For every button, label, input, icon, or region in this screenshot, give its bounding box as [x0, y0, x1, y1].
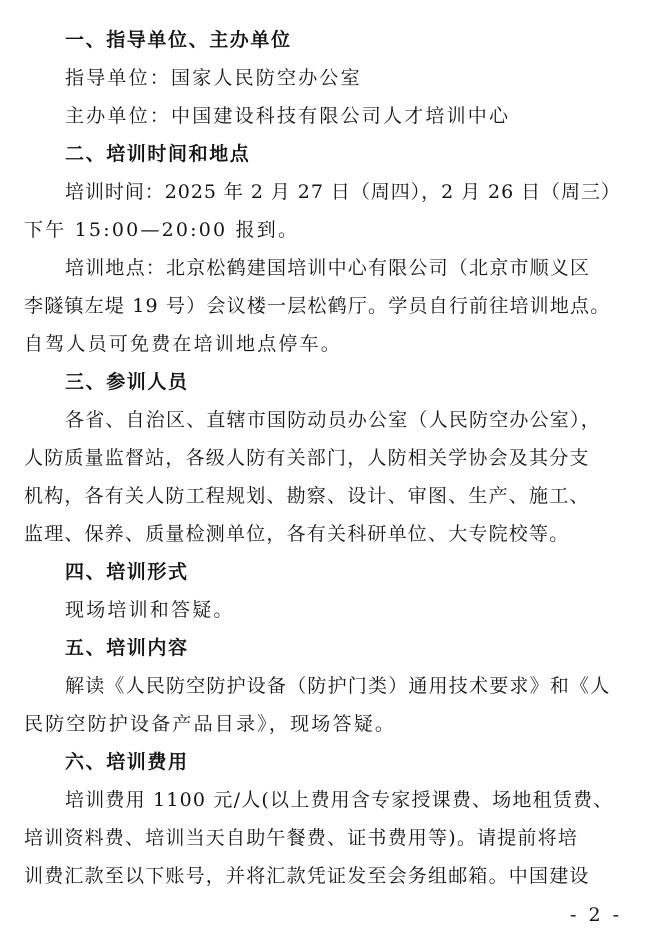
paragraph-line: 培训地点：北京松鹤建国培训中心有限公司（北京市顺义区 — [65, 257, 591, 279]
section-heading-2: 二、培训时间和地点 — [65, 143, 251, 165]
section-heading-1: 一、指导单位、主办单位 — [65, 29, 292, 51]
paragraph-line: 人防质量监督站，各级人防有关部门，人防相关学协会及其分支 — [24, 447, 590, 469]
paragraph-line: 培训时间：2025 年 2 月 27 日（周四），2 月 26 日（周三） — [65, 181, 621, 203]
paragraph-line: 培训资料费、培训当天自助午餐费、证书费用等)。请提前将培 — [24, 827, 579, 849]
section-heading-6: 六、培训费用 — [65, 751, 189, 773]
paragraph-line: 机构，各有关人防工程规划、勘察、设计、审图、生产、施工、 — [24, 485, 590, 507]
paragraph-line: 监理、保养、质量检测单位，各有关科研单位、大专院校等。 — [24, 523, 570, 545]
paragraph-line: 指导单位：国家人民防空办公室 — [65, 67, 362, 89]
paragraph-line: 李隧镇左堤 19 号）会议楼一层松鹤厅。学员自行前往培训地点。 — [24, 295, 611, 317]
paragraph-line: 现场培训和答疑。 — [65, 599, 235, 621]
section-heading-3: 三、参训人员 — [65, 371, 189, 393]
paragraph-line: 解读《人民防空防护设备（防护门类）通用技术要求》和《人 — [65, 675, 611, 697]
paragraph-line: 下午 15:00—20:00 报到。 — [24, 219, 300, 241]
page-number: - 2 - — [569, 904, 622, 926]
paragraph-line: 自驾人员可免费在培训地点停车。 — [24, 333, 343, 355]
section-heading-4: 四、培训形式 — [65, 561, 189, 583]
paragraph-line: 民防空防护设备产品目录》，现场答疑。 — [24, 713, 397, 735]
paragraph-line: 主办单位：中国建设科技有限公司人才培训中心 — [65, 105, 511, 127]
paragraph-line: 各省、自治区、直辖市国防动员办公室（人民防空办公室）， — [65, 409, 601, 431]
paragraph-line: 训费汇款至以下账号，并将汇款凭证发至会务组邮箱。中国建设 — [24, 865, 590, 887]
section-heading-5: 五、培训内容 — [65, 637, 189, 659]
paragraph-line: 培训费用 1100 元/人(以上费用含专家授课费、场地租赁费、 — [65, 789, 614, 811]
